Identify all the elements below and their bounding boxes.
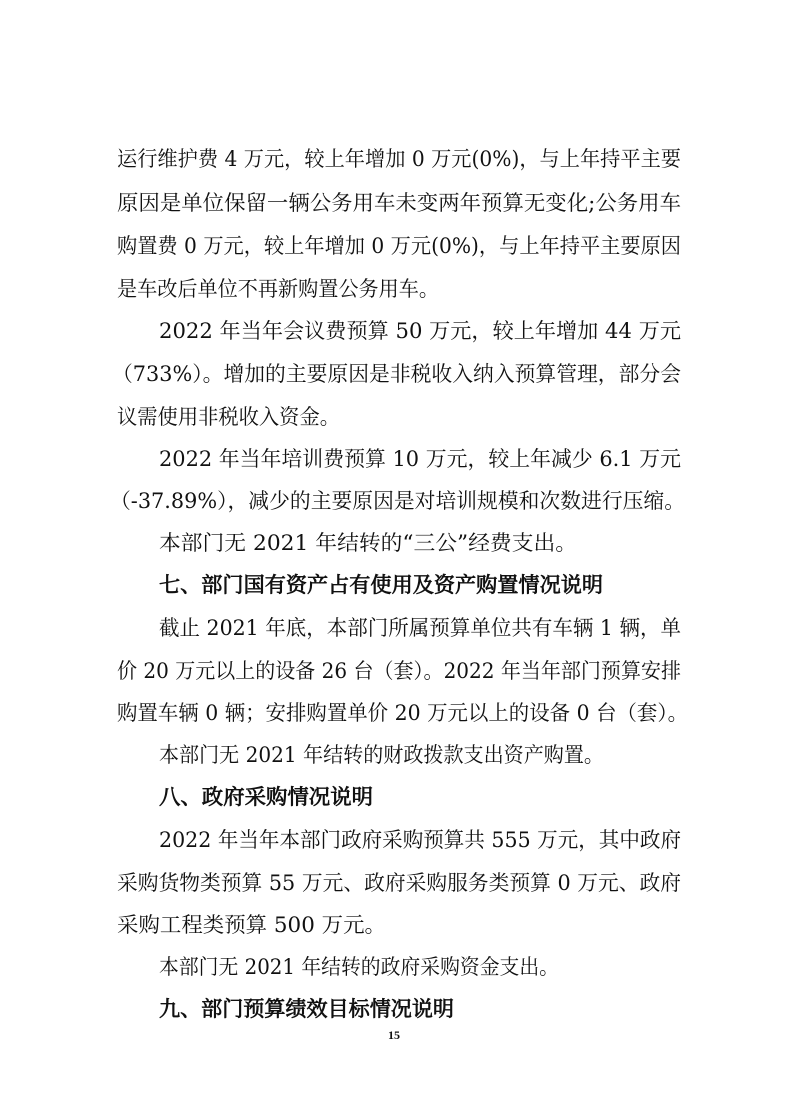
paragraph-line: 购置车辆 0 辆；安排购置单价 20 万元以上的设备 0 台（套）。 — [117, 701, 688, 725]
paragraph-line: 本部门无 2021 年结转的财政拨款支出资产购置。 — [159, 743, 604, 767]
paragraph-line: 原因是单位保留一辆公务用车未变两年预算无变化;公务用车 — [117, 191, 682, 215]
paragraph-line: 本部门无 2021 年结转的“三公”经费支出。 — [159, 531, 577, 555]
paragraph-line: 2022 年当年培训费预算 10 万元，较上年减少 6.1 万元 — [159, 447, 681, 471]
paragraph-line: 是车改后单位不再新购置公务用车。 — [117, 277, 439, 301]
section-heading: 九、部门预算绩效目标情况说明 — [159, 997, 454, 1021]
paragraph-line: 2022 年当年本部门政府采购预算共 555 万元，其中政府 — [159, 828, 681, 852]
paragraph-line: 采购货物类预算 55 万元、政府采购服务类预算 0 万元、政府 — [117, 871, 681, 895]
paragraph-line: 截止 2021 年底，本部门所属预算单位共有车辆 1 辆，单 — [159, 616, 681, 640]
paragraph-line: 采购工程类预算 500 万元。 — [117, 913, 386, 937]
paragraph-line: 运行维护费 4 万元，较上年增加 0 万元(0%)，与上年持平主要 — [117, 147, 681, 171]
paragraph-line: 本部门无 2021 年结转的政府采购资金支出。 — [159, 955, 559, 979]
paragraph-line: （733%）。增加的主要原因是非税收入纳入预算管理，部分会 — [112, 362, 681, 386]
paragraph-line: 2022 年当年会议费预算 50 万元，较上年增加 44 万元 — [159, 319, 681, 343]
paragraph-line: 议需使用非税收入资金。 — [117, 405, 340, 429]
paragraph-line: 购置费 0 万元，较上年增加 0 万元(0%)，与上年持平主要原因 — [117, 234, 681, 258]
section-heading: 七、部门国有资产占有使用及资产购置情况说明 — [159, 573, 603, 597]
section-heading: 八、政府采购情况说明 — [159, 785, 373, 809]
paragraph-line: （-37.89%），减少的主要原因是对培训规模和次数进行压缩。 — [110, 489, 685, 513]
page-number: 15 — [388, 1028, 400, 1042]
paragraph-line: 价 20 万元以上的设备 26 台（套）。2022 年当年部门预算安排 — [117, 659, 681, 683]
